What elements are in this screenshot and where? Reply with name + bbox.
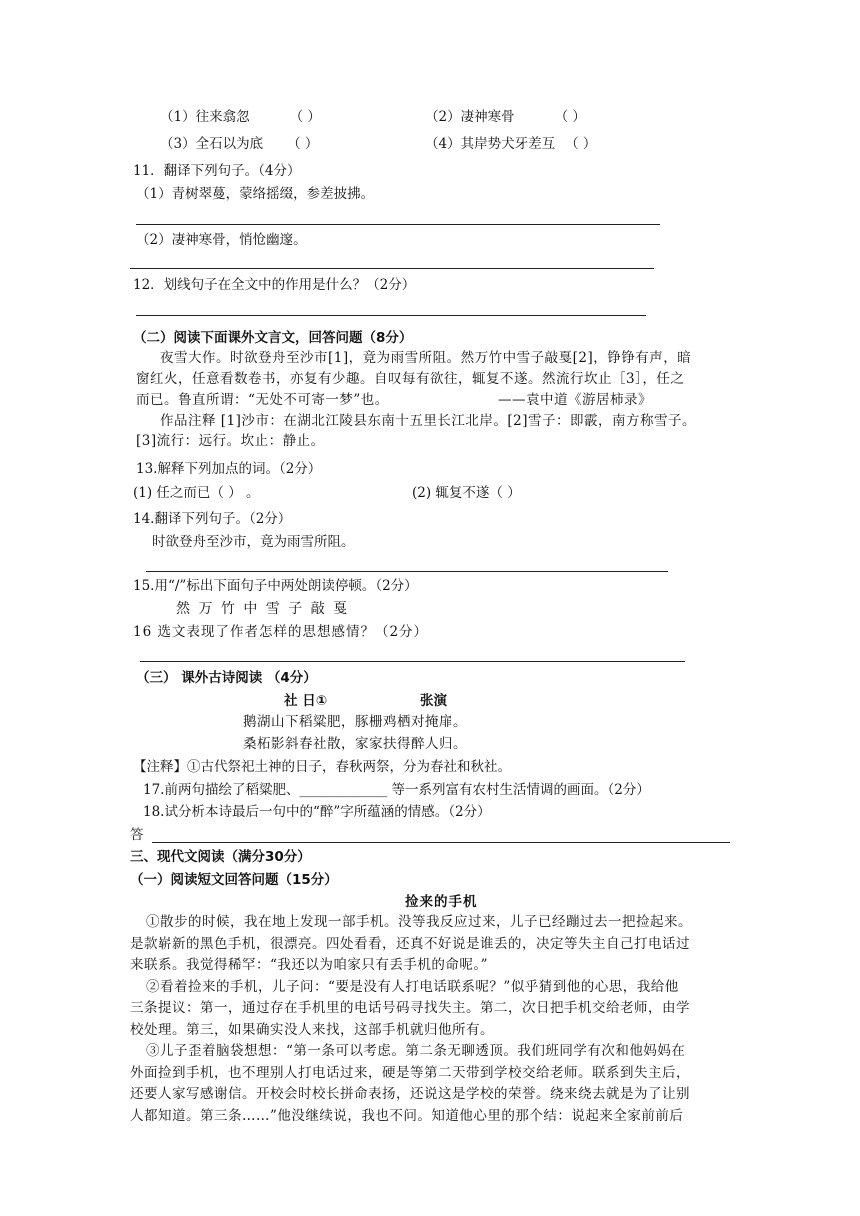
q16-answer-line[interactable] [140, 661, 685, 662]
part2-passage-line-1: 夜雪大作。时欲登舟至沙市[1]，竟为雨雪所阻。然万竹中雪子敲戛[2]，铮铮有声，暗 [160, 350, 692, 366]
q14-sentence: 时欲登舟至沙市，竟为雨雪所阻。 [152, 534, 355, 550]
part2-note-line-1: 作品注释 [1]沙市：在湖北江陵县东南十五里长江北岸。[2]雪子：即霰，南方称雪子。 [160, 413, 697, 429]
poem-author: 张演 [420, 693, 447, 709]
q13-item-a: (1) 任之而已（ ） 。 [133, 485, 260, 501]
q12-title: 12．划线句子在全文中的作用是什么？（2分） [133, 277, 416, 293]
q11-answer-line-2[interactable] [130, 268, 654, 269]
q16-title: 16 选文表现了作者怎样的思想感情？（2分） [133, 624, 429, 640]
q12-answer-line[interactable] [136, 315, 646, 316]
q11-answer-line-1[interactable] [136, 224, 660, 225]
q10-item-4: （4）其岸势犬牙差互 （ ） [425, 136, 597, 152]
part2-passage-line-3: 而已。鲁直所谓：“无处不可寄一梦”也。 [136, 392, 389, 408]
poem-line-1: 鹅湖山下稻粱肥，豚栅鸡栖对掩扉。 [243, 714, 467, 730]
q10-item-1: （1）往来翕忽 （ ） [160, 109, 321, 125]
q11-sentence-2: （2）凄神寒骨，悄怆幽邃。 [136, 232, 307, 248]
q18-answer-label: 答 [130, 827, 144, 843]
q17-text: 17.前两句描绘了稻粱肥、_____________ 等一系列富有农村生活情调的画面。（2分） [143, 782, 650, 798]
article-title: 捡来的手机 [405, 894, 478, 910]
q13-item-b: (2) 辄复不遂（ ） [412, 485, 521, 501]
article-line: 是款崭新的黑色手机，很漂亮。四处看看，还真不好说是谁丢的，决定等失主自己打电话过 [130, 936, 690, 952]
article-line: ②看着捡来的手机，儿子问：“要是没有人打电话联系呢？”似乎猜到他的心思，我给他 [146, 979, 679, 995]
part2-heading: （二）阅读下面课外文言文，回答问题（8分） [133, 330, 413, 346]
article-line: 校处理。第三，如果确实没人来找，这部手机就归他所有。 [130, 1022, 494, 1038]
q13-title: 13.解释下列加点的词。（2分） [136, 461, 322, 477]
part3-heading: （三） 课外古诗阅读 （4分） [136, 670, 317, 686]
poem-note: 【注释】①古代祭祀土神的日子，春秋两祭，分为春社和秋社。 [133, 759, 511, 775]
q11-sentence-1: （1）青树翠蔓，蒙络摇缀，参差披拂。 [136, 186, 375, 202]
article-line: 外面捡到手机，也不理别人打电话过来，硬是等第二天带到学校交给老师。联系到失主后， [130, 1065, 690, 1081]
part2-note-line-2: [3]流行：远行。坎止：静止。 [136, 433, 325, 449]
article-line: ③儿子歪着脑袋想想：“第一条可以考虑。第二条无聊透顶。我们班同学有次和他妈妈在 [146, 1043, 686, 1059]
article-line: 人都知道。第三条……”他没继续说，我也不问。知道他心里的那个结：说起来全家前前后 [130, 1108, 684, 1124]
section3-subheading: （一）阅读短文回答问题（15分） [130, 872, 338, 888]
poem-title: 社 日① [284, 693, 328, 709]
q14-title: 14.翻译下列句子。（2分） [133, 511, 292, 527]
q18-text: 18.试分析本诗最后一句中的“醉”字所蕴涵的情感。（2分） [143, 804, 491, 820]
q18-answer-line[interactable] [152, 842, 730, 843]
q10-item-2: （2）凄神寒骨 （ ） [425, 109, 586, 125]
article-line: 还要人家写感谢信。开校会时校长拼命表扬，还说这是学校的荣誉。绕来绕去就是为了让别 [130, 1086, 690, 1102]
q14-answer-line[interactable] [146, 571, 668, 572]
q10-item-3: （3）全石以为底 （ ） [160, 136, 319, 152]
article-line: 来联系。我觉得稀罕：“我还以为咱家只有丢手机的命呢。” [130, 957, 489, 973]
q15-sentence: 然 万 竹 中 雪 子 敲 戛 [176, 601, 350, 617]
part2-source: ——袁中道《游居柿录》 [498, 392, 652, 408]
q11-title: 11．翻译下列句子。（4分） [133, 163, 301, 179]
part2-passage-line-2: 窗红火，任意看数卷书，亦复有少趣。自叹每有欲往，辄复不遂。然流行坎止［3］，任之 [136, 371, 685, 387]
article-line: 三条提议：第一，通过存在手机里的电话号码寻找失主。第二，次日把手机交给老师，由学 [130, 1000, 690, 1016]
q15-title: 15.用“/”标出下面句子中两处朗读停顿。（2分） [133, 578, 418, 594]
article-line: ①散步的时候，我在地上发现一部手机。没等我反应过来，儿子已经蹦过去一把捡起来。 [146, 914, 692, 930]
poem-line-2: 桑柘影斜春社散，家家扶得醉人归。 [243, 736, 467, 752]
section3-heading: 三、现代文阅读（满分30分） [130, 849, 311, 865]
